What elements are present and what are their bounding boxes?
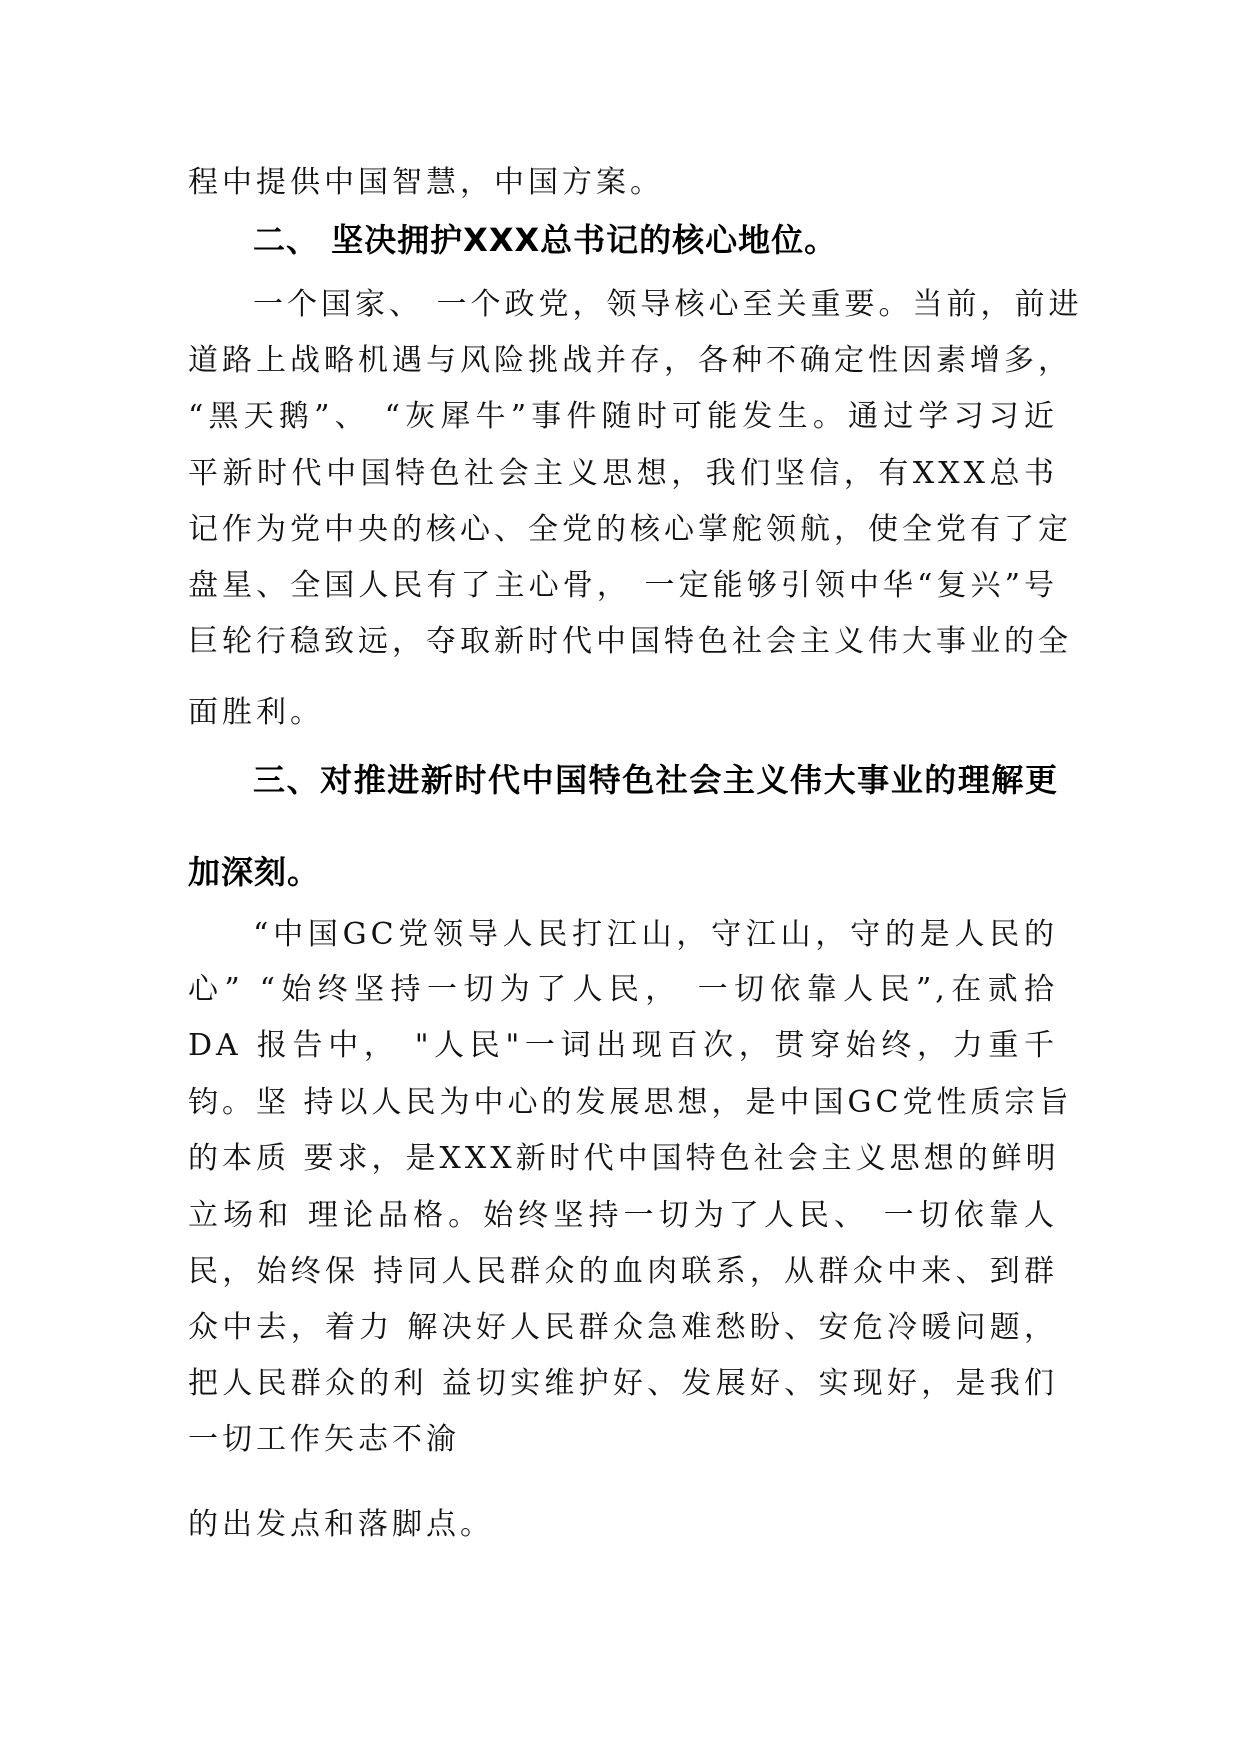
paragraph-line: DA 报告中， "人民"一词出现百次，贯穿始终，力重千 [188,1028,1058,1063]
paragraph-line: 众中去，着力 解决好人民群众急难愁盼、安危冷暖问题， [188,1310,1058,1345]
paragraph-line: 平新时代中国特色社会主义思想，我们坚信，有XXX总书 [188,456,1058,491]
paragraph-line: 钧。坚 持以人民为中心的发展思想，是中国GC党性质宗旨 [188,1085,1073,1120]
paragraph-line: 立场和 理论品格。始终坚持一切为了人民、 一切依靠人 [188,1198,1058,1233]
paragraph-line: 面胜利。 [188,695,324,730]
paragraph-line: 记作为党中央的核心、全党的核心掌舵领航，使全党有了定 [188,512,1072,547]
paragraph-line: 道路上战略机遇与风险挑战并存，各种不确定性因素增多， [188,343,1072,378]
paragraph-line: 民，始终保 持同人民群众的血肉联系，从群众中来、到群 [188,1254,1058,1289]
paragraph-line: 心” “始终坚持一切为了人民， 一切依靠人民”,在贰拾 [188,972,1058,1007]
section-heading-2: 二、 坚决拥护XXX总书记的核心地位。 [253,221,838,259]
paragraph-line: 的本质 要求，是XXX新时代中国特色社会主义思想的鲜明 [188,1141,1060,1176]
paragraph-line: 一切工作矢志不渝 [188,1422,460,1457]
paragraph-line-intro: 程中提供中国智慧，中国方案。 [188,165,664,200]
paragraph-line: 盘星、全国人民有了主心骨， 一定能够引领中华“复兴”号 [188,568,1058,603]
paragraph-line: 把人民群众的利 益切实维护好、发展好、实现好，是我们 [188,1366,1058,1401]
section-heading-3: 三、对推进新时代中国特色社会主义伟大事业的理解更 [253,761,1058,799]
paragraph-line: “黑天鹅”、 “灰犀牛”事件随时可能发生。通过学习习近 [188,399,1058,434]
paragraph-line: 巨轮行稳致远，夺取新时代中国特色社会主义伟大事业的全 [188,624,1072,659]
paragraph-line: 一个国家、 一个政党，领导核心至关重要。当前，前进 [253,287,1083,322]
section-heading-3-continued: 加深刻。 [188,853,321,891]
paragraph-line: 的出发点和落脚点。 [188,1507,494,1542]
paragraph-line: “中国GC党领导人民打江山，守江山，守的是人民的 [253,917,1058,952]
